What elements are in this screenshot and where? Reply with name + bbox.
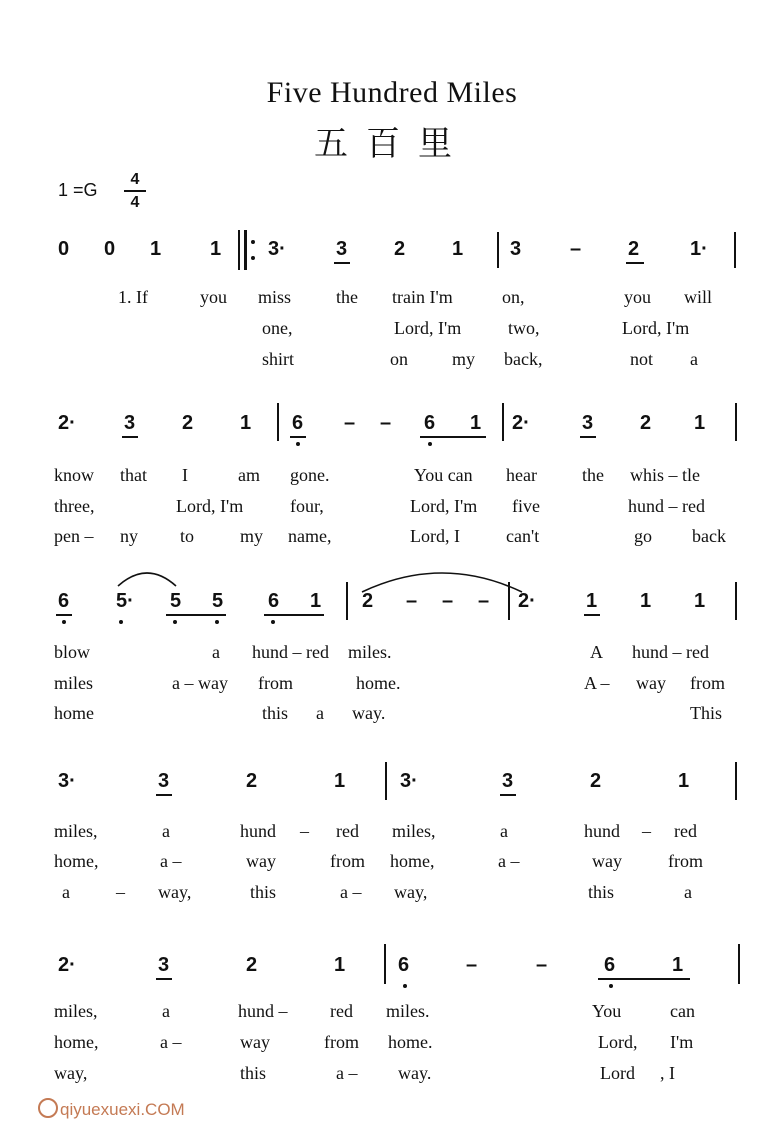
- note: 2·: [58, 412, 76, 434]
- lyric: home.: [388, 1032, 433, 1052]
- bar-line: [385, 762, 387, 800]
- lyric: Lord: [600, 1063, 635, 1083]
- lyric: hund –: [238, 1001, 288, 1021]
- note: 5: [170, 590, 182, 612]
- note: –: [380, 412, 392, 434]
- lyric: a: [500, 821, 508, 841]
- lyric: miles.: [386, 1001, 430, 1021]
- note: 3·: [268, 238, 286, 260]
- bar-line: [735, 403, 737, 441]
- lyric: a – way: [172, 673, 228, 693]
- note: 6: [58, 590, 70, 612]
- lyric: a –: [160, 1032, 182, 1052]
- note: –: [466, 954, 478, 976]
- note: 6: [268, 590, 280, 612]
- lyric: miles: [54, 673, 93, 693]
- lyric: five: [512, 496, 540, 516]
- lyric: ny: [120, 526, 138, 546]
- lyric: go: [634, 526, 652, 546]
- lyric: my: [452, 349, 476, 369]
- low-octave-dot: [428, 442, 432, 446]
- bar-line: [384, 944, 386, 984]
- note: 1·: [690, 238, 708, 260]
- lyric: name,: [288, 526, 332, 546]
- lyric: way: [636, 673, 666, 693]
- bar-line: [735, 582, 737, 620]
- lyric: from: [324, 1032, 359, 1052]
- lyric: on,: [502, 287, 525, 307]
- underline: [156, 794, 172, 796]
- note: 2: [640, 412, 652, 434]
- note: 3: [336, 238, 348, 260]
- lyric: my: [240, 526, 264, 546]
- bar-line: [738, 944, 740, 984]
- note: 1: [586, 590, 598, 612]
- lyric: Lord, I'm: [394, 318, 462, 338]
- note: 1: [334, 954, 346, 976]
- logo-icon: [38, 1098, 58, 1118]
- lyric: on: [390, 349, 408, 369]
- lyric: this: [262, 703, 289, 723]
- lyric: Lord,: [598, 1032, 638, 1052]
- note: 1: [334, 770, 346, 792]
- lyric: a: [62, 882, 70, 902]
- lyric: way,: [394, 882, 428, 902]
- note: 6: [604, 954, 616, 976]
- lyric: red: [330, 1001, 353, 1021]
- underline: [264, 614, 324, 616]
- note: 0: [58, 238, 70, 260]
- time-signature: [124, 170, 146, 212]
- low-octave-dot: [215, 620, 219, 624]
- bar-line: [277, 403, 279, 441]
- lyric: a: [162, 821, 170, 841]
- lyric: am: [238, 465, 260, 485]
- lyric: way: [246, 851, 276, 871]
- lyric: not: [630, 349, 654, 369]
- lyric: three,: [54, 496, 95, 516]
- note: –: [536, 954, 548, 976]
- underline: [580, 436, 596, 438]
- lyric: home.: [356, 673, 401, 693]
- low-octave-dot: [296, 442, 300, 446]
- lyric: miles.: [348, 642, 392, 662]
- lyric: a: [162, 1001, 170, 1021]
- note: 1: [240, 412, 252, 434]
- lyric: hund – red: [252, 642, 329, 662]
- lyric: home,: [54, 1032, 99, 1052]
- lyric: from: [668, 851, 703, 871]
- note: 3·: [58, 770, 76, 792]
- bar-line: [735, 762, 737, 800]
- lyric: whis – tle: [630, 465, 700, 485]
- lyric: Lord, I'm: [176, 496, 244, 516]
- note: –: [406, 590, 418, 612]
- lyric: Lord, I'm: [410, 496, 478, 516]
- note: 3: [124, 412, 136, 434]
- note: 1: [694, 590, 706, 612]
- bar-line: [497, 232, 499, 268]
- note: 2: [362, 590, 374, 612]
- time-signature-bottom: 4: [130, 194, 140, 211]
- lyric: hund: [584, 821, 620, 841]
- underline: [500, 794, 516, 796]
- lyric: I: [182, 465, 188, 485]
- lyric: way: [592, 851, 622, 871]
- note: 3·: [400, 770, 418, 792]
- lyric: a: [690, 349, 698, 369]
- watermark-text: qiyuexuexi.COM: [60, 1100, 185, 1119]
- lyric: –: [300, 821, 309, 841]
- underline: [290, 436, 306, 438]
- lyric: This: [690, 703, 723, 723]
- lyric: a –: [336, 1063, 358, 1083]
- underline: [156, 978, 172, 980]
- low-octave-dot: [62, 620, 66, 624]
- slur: [116, 566, 178, 588]
- lyric: home,: [54, 851, 99, 871]
- lyric: a –: [340, 882, 362, 902]
- lyric: shirt: [262, 349, 295, 369]
- note: 2: [246, 954, 258, 976]
- lyric: will: [684, 287, 713, 307]
- lyric: from: [330, 851, 365, 871]
- lyric: You: [592, 1001, 622, 1021]
- note: 2: [628, 238, 640, 260]
- lyric: miles,: [54, 821, 98, 841]
- lyric: from: [258, 673, 293, 693]
- lyric: miles,: [54, 1001, 98, 1021]
- note: 1: [310, 590, 322, 612]
- lyric: this: [240, 1063, 267, 1083]
- underline: [598, 978, 690, 980]
- note: –: [570, 238, 582, 260]
- lyric: a –: [160, 851, 182, 871]
- note: 2: [590, 770, 602, 792]
- repeat-dot: [251, 256, 255, 260]
- underline: [56, 614, 72, 616]
- low-octave-dot: [271, 620, 275, 624]
- lyric: gone.: [290, 465, 330, 485]
- note: 5: [212, 590, 224, 612]
- lyric: to: [180, 526, 195, 546]
- low-octave-dot: [403, 984, 407, 988]
- note: 3: [510, 238, 522, 260]
- lyric: miss: [258, 287, 292, 307]
- lyric: Lord, I: [410, 526, 460, 546]
- note: 1: [452, 238, 464, 260]
- lyric: way.: [352, 703, 386, 723]
- lyric: a: [212, 642, 220, 662]
- lyric: red: [336, 821, 359, 841]
- note: 1: [694, 412, 706, 434]
- lyric: this: [588, 882, 615, 902]
- lyric: can't: [506, 526, 540, 546]
- repeat-bar-thick: [238, 230, 240, 270]
- underline: [334, 262, 350, 264]
- note: 1: [640, 590, 652, 612]
- lyric: the: [582, 465, 604, 485]
- note: 1: [210, 238, 222, 260]
- lyric: –: [642, 821, 651, 841]
- lyric: A: [590, 642, 603, 662]
- lyric: this: [250, 882, 277, 902]
- note: 1: [470, 412, 482, 434]
- note: 2·: [58, 954, 76, 976]
- lyric: home: [54, 703, 94, 723]
- repeat-dot: [251, 240, 255, 244]
- lyric: home,: [390, 851, 435, 871]
- note: 2·: [512, 412, 530, 434]
- lyric: know: [54, 465, 94, 485]
- lyric: train I'm: [392, 287, 453, 307]
- lyric: You can: [414, 465, 473, 485]
- lyric: –: [116, 882, 125, 902]
- low-octave-dot: [119, 620, 123, 624]
- note: 2·: [518, 590, 536, 612]
- bar-line: [734, 232, 736, 268]
- note: –: [478, 590, 490, 612]
- lyric: that: [120, 465, 147, 485]
- lyric: one,: [262, 318, 293, 338]
- note: 1: [150, 238, 162, 260]
- note: 3: [582, 412, 594, 434]
- lyric: hund: [240, 821, 276, 841]
- lyric: you: [200, 287, 227, 307]
- lyric: back,: [504, 349, 543, 369]
- lyric: way.: [398, 1063, 432, 1083]
- underline: [584, 614, 600, 616]
- low-octave-dot: [173, 620, 177, 624]
- lyric: red: [674, 821, 697, 841]
- watermark: [38, 1098, 185, 1120]
- lyric: from: [690, 673, 725, 693]
- lyric: four,: [290, 496, 324, 516]
- note: 1: [678, 770, 690, 792]
- lyric: a: [684, 882, 692, 902]
- low-octave-dot: [609, 984, 613, 988]
- lyric: way,: [54, 1063, 88, 1083]
- lyric: back: [692, 526, 726, 546]
- underline: [166, 614, 226, 616]
- note: 1: [672, 954, 684, 976]
- note: 0: [104, 238, 116, 260]
- lyric: can: [670, 1001, 695, 1021]
- note: –: [442, 590, 454, 612]
- key-signature: 1 =G: [58, 180, 98, 200]
- lyric: A –: [584, 673, 610, 693]
- lyric: way: [240, 1032, 270, 1052]
- note: 2: [246, 770, 258, 792]
- note: 6: [424, 412, 436, 434]
- lyric: , I: [660, 1063, 675, 1083]
- lyric: two,: [508, 318, 540, 338]
- note: 5·: [116, 590, 134, 612]
- lyric: Lord, I'm: [622, 318, 690, 338]
- lyric: hund – red: [628, 496, 705, 516]
- note: 3: [502, 770, 514, 792]
- underline: [626, 262, 644, 264]
- bar-line: [346, 582, 348, 620]
- underline: [122, 436, 138, 438]
- note: 3: [158, 954, 170, 976]
- time-signature-top: 4: [130, 171, 140, 188]
- lyric: a –: [498, 851, 520, 871]
- note: 2: [182, 412, 194, 434]
- lyric: way,: [158, 882, 192, 902]
- note: 6: [292, 412, 304, 434]
- bar-line: [508, 582, 510, 620]
- underline: [420, 436, 486, 438]
- song-subtitle: 五百里: [314, 124, 470, 164]
- note: 3: [158, 770, 170, 792]
- lyric: 1. If: [118, 287, 148, 307]
- lyric: hund – red: [632, 642, 709, 662]
- lyric: pen –: [54, 526, 94, 546]
- lyric: a: [316, 703, 324, 723]
- note: –: [344, 412, 356, 434]
- lyric: you: [624, 287, 651, 307]
- note: 2: [394, 238, 406, 260]
- repeat-bar-thick: [244, 230, 247, 270]
- note: 6: [398, 954, 410, 976]
- lyric: blow: [54, 642, 90, 662]
- lyric: the: [336, 287, 358, 307]
- lyric: miles,: [392, 821, 436, 841]
- lyric: I'm: [670, 1032, 694, 1052]
- lyric: hear: [506, 465, 537, 485]
- bar-line: [502, 403, 504, 441]
- song-title: Five Hundred Miles: [266, 76, 518, 109]
